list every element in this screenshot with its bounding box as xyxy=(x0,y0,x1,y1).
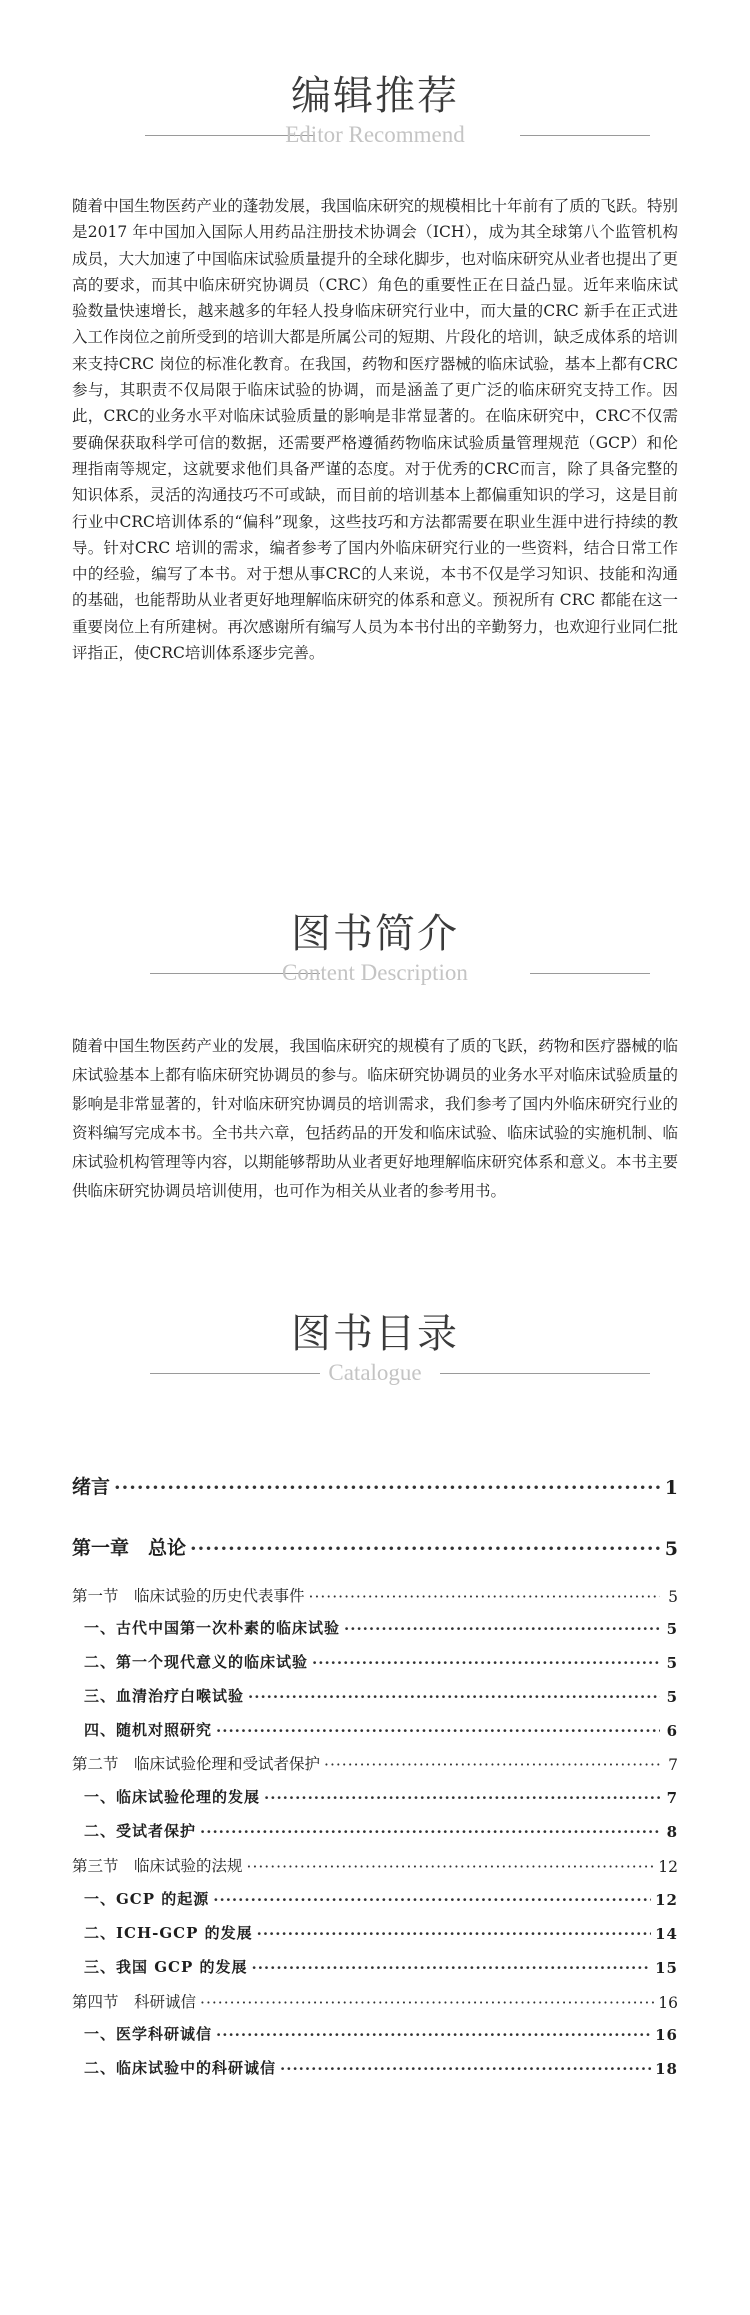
toc-entry[interactable] xyxy=(72,2057,678,2078)
toc-entry-page: 16 xyxy=(655,2026,678,2044)
toc-entry-page: 14 xyxy=(655,1925,678,1943)
toc-entry-page: 12 xyxy=(655,1891,678,1909)
toc-entry-page: 15 xyxy=(655,1959,678,1977)
toc-entry[interactable] xyxy=(72,1685,678,1706)
toc-entry[interactable] xyxy=(72,1956,678,1977)
toc-leader xyxy=(312,1654,660,1672)
toc-entry-title: 第一节 临床试验的历史代表事件 xyxy=(72,1587,305,1605)
toc-entry-title: 二、第一个现代意义的临床试验 xyxy=(84,1653,309,1671)
toc-entry[interactable] xyxy=(72,1752,678,1774)
toc-leader xyxy=(344,1620,660,1638)
editor-paragraph: 随着中国生物医药产业的蓬勃发展，我国临床研究的规模相比十年前有了质的飞跃。特别是2017 年中国加入国际人用药品注册技术协调会（ICH），成为其全球第八个监管机构成员，大大加速了中国临床试验质量提升的全球化脚步，也对临床研究从业者也提出了更高的要求，而其中临床研究协调员（CRC）角色的重要性正在日益凸显。近年来临床试验数量快速增长，越来越多的年轻人投身临床研究行业中，而大量的CRC 新手在正式进入工作岗位之前所受到的培训大都是所属公司的短期、片段化的培训，缺乏成体系的培训来支持CRC 岗位的标准化教育。在我国，药物和医疗器械的临床试验，基本上都有CRC参与，其职责不仅局限于临床试验的协调，而是涵盖了更广泛的临床研究支持工作。因此，CRC的业务水平对临床试验质量的影响是非常显著的。在临床研究中，CRC不仅需要确保获取科学可信的数据，还需要严格遵循药物临床试验质量管理规范（GCP）和伦理指南等规定，这就要求他们具备严谨的态度。对于优秀的CRC而言，除了具备完整的知识体系，灵活的沟通技巧不可或缺，而目前的培训基本上都偏重知识的学习，这是目前行业中CRC培训体系的“偏科”现象，这些技巧和方法都需要在职业生涯中进行持续的教导。针对CRC 培训的需求，编者参考了国内外临床研究行业的一些资料，结合日常工作中的经验，编写了本书。对于想从事CRC的人来说，本书不仅是学习知识、技能和沟通的基础，也能帮助从业者更好地理解临床研究的体系和意义。预祝所有 CRC 都能在这一重要岗位上有所建树。再次感谢所有编写人员为本书付出的辛勤努力，也欢迎行业同仁批评指正，使CRC培训体系逐步完善。 xyxy=(72,197,678,663)
catalogue-title: 图书目录 xyxy=(291,1311,459,1357)
toc-entry-page: 5 xyxy=(666,1620,678,1638)
toc-entry-title: 绪言 xyxy=(72,1476,111,1498)
toc-entry-title: 一、古代中国第一次朴素的临床试验 xyxy=(84,1619,341,1637)
editor-text-block xyxy=(72,193,678,666)
content-section-header xyxy=(0,910,750,988)
toc-entry[interactable] xyxy=(72,1990,678,2012)
toc-entry-title: 第四节 科研诚信 xyxy=(72,1993,197,2011)
content-title: 图书简介 xyxy=(291,911,459,957)
editor-section-header xyxy=(0,72,750,150)
editor-title: 编辑推荐 xyxy=(291,73,459,119)
toc-entry[interactable] xyxy=(72,1719,678,1740)
toc-entry-page: 5 xyxy=(668,1588,678,1606)
toc-leader xyxy=(324,1756,660,1774)
toc-entry[interactable] xyxy=(72,1472,678,1499)
toc-entry-page: 8 xyxy=(666,1823,678,1841)
toc-entry-title: 二、ICH-GCP 的发展 xyxy=(84,1924,253,1942)
toc-leader xyxy=(216,1722,660,1740)
toc-entry-page: 5 xyxy=(666,1654,678,1672)
toc-leader xyxy=(280,2060,651,2078)
toc-entry[interactable] xyxy=(72,1786,678,1807)
toc-entry-title: 一、GCP 的起源 xyxy=(84,1890,210,1908)
toc-entry[interactable] xyxy=(72,1584,678,1606)
toc-entry-page: 7 xyxy=(666,1789,678,1807)
toc-entry-title: 二、受试者保护 xyxy=(84,1822,197,1840)
toc-leader xyxy=(251,1959,651,1977)
toc-entry-page: 12 xyxy=(658,1858,678,1876)
toc-leader xyxy=(213,1891,651,1909)
editor-subtitle: Editor Recommend xyxy=(285,122,465,147)
toc-entry-title: 第三节 临床试验的法规 xyxy=(72,1857,243,1875)
catalogue-section-header xyxy=(0,1310,750,1388)
toc-leader xyxy=(200,1994,654,2012)
toc-entry-page: 6 xyxy=(666,1722,678,1740)
toc-entry[interactable] xyxy=(72,1651,678,1672)
catalogue-subtitle: Catalogue xyxy=(328,1360,422,1385)
toc-entry[interactable] xyxy=(72,1533,678,1560)
toc-entry[interactable] xyxy=(72,1888,678,1909)
toc-leader xyxy=(216,2026,651,2044)
toc-entry-title: 三、血清治疗白喉试验 xyxy=(84,1687,245,1705)
toc-entry-title: 三、我国 GCP 的发展 xyxy=(84,1958,248,1976)
content-paragraph: 随着中国生物医药产业的发展，我国临床研究的规模有了质的飞跃，药物和医疗器械的临床试验基本上都有临床研究协调员的参与。临床研究协调员的业务水平对临床试验质量的影响是非常显著的，针对临床研究协调员的培训需求，我们参考了国内外临床研究行业的资料编写完成本书。全书共六章，包括药品的开发和临床试验、临床试验的实施机制、临床试验机构管理等内容，以期能够帮助从业者更好地理解临床研究体系和意义。本书主要供临床研究协调员培训使用，也可作为相关从业者的参考用书。 xyxy=(72,1037,678,1200)
toc-entry-title: 一、医学科研诚信 xyxy=(84,2025,213,2043)
toc-entry-page: 5 xyxy=(666,1688,678,1706)
toc-entry-title: 第二节 临床试验伦理和受试者保护 xyxy=(72,1755,321,1773)
toc-entry-page: 18 xyxy=(655,2060,678,2078)
toc-entry-title: 一、临床试验伦理的发展 xyxy=(84,1788,261,1806)
toc-entry[interactable] xyxy=(72,1854,678,1876)
toc-leader xyxy=(248,1688,660,1706)
toc-entry[interactable] xyxy=(72,1922,678,1943)
toc-leader xyxy=(247,1858,655,1876)
toc-entry-title: 二、临床试验中的科研诚信 xyxy=(84,2059,277,2077)
toc-leader xyxy=(200,1823,660,1841)
toc-entry-page: 1 xyxy=(664,1477,678,1499)
toc-entry[interactable] xyxy=(72,1820,678,1841)
content-text-block xyxy=(72,1032,678,1206)
content-subtitle: Content Description xyxy=(282,960,468,985)
toc-leader xyxy=(264,1789,660,1807)
toc-entry-page: 5 xyxy=(664,1538,678,1560)
toc-leader xyxy=(190,1538,660,1560)
toc-entry-page: 7 xyxy=(668,1756,678,1774)
toc-entry-page: 16 xyxy=(658,1994,678,2012)
toc-leader xyxy=(114,1477,660,1499)
toc-entry-title: 四、随机对照研究 xyxy=(84,1721,213,1739)
toc-entry-title: 第一章 总论 xyxy=(72,1537,187,1559)
toc-leader xyxy=(257,1925,652,1943)
toc-entry[interactable] xyxy=(72,1617,678,1638)
toc-entry[interactable] xyxy=(72,2023,678,2044)
toc-leader xyxy=(309,1588,660,1606)
